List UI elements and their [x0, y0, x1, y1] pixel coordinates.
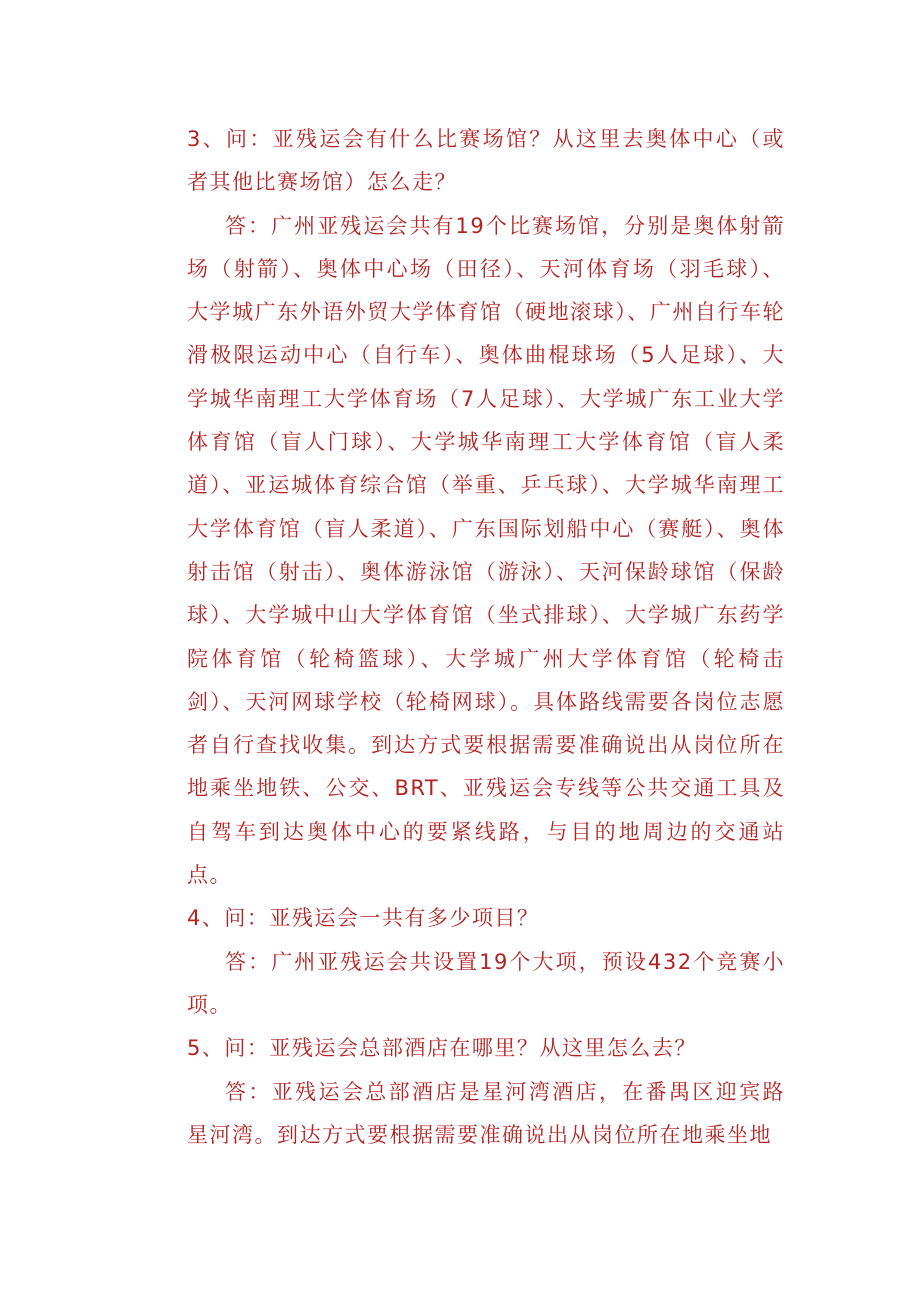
answer-4: 答：广州亚残运会共设置19个大项，预设432个竞赛小项。 — [187, 949, 785, 1017]
question-4: 4、问：亚残运会一共有多少项目？ — [187, 906, 540, 931]
document-body — [187, 118, 785, 1157]
question-3: 3、问：亚残运会有什么比赛场馆？从这里去奥体中心（或者其他比赛场馆）怎么走？ — [187, 127, 785, 195]
question-5: 5、问：亚残运会总部酒店在哪里？从这里怎么去？ — [187, 1036, 697, 1061]
answer-3: 答：广州亚残运会共有19个比赛场馆，分别是奥体射箭场（射箭）、奥体中心场（田径）、天河体育场（羽毛球）、大学城广东外语外贸大学体育馆（硬地滚球）、广州自行车轮滑极限运动中心（自行车）、奥体曲棍球场（5人足球）、大学城华南理工大学体育场（7人足球）、大学城广东工业大学体育馆（盲人门球）、大学城华南理工大学体育馆（盲人柔道）、亚运城体育综合馆（举重、乒乓球）、大学城华南理工大学体育馆（盲人柔道）、广东国际划船中心（赛艇）、奥体射击馆（射击）、奥体游泳馆（游泳）、天河保龄球馆（保龄球）、大学城中山大学体育馆（坐式排球）、大学城广东药学院体育馆（轮椅篮球）、大学城广州大学体育馆（轮椅击剑）、天河网球学校（轮椅网球）。具体路线需要各岗位志愿者自行查找收集。到达方式要根据需要准确说出从岗位所在地乘坐地铁、公交、BRT、亚残运会专线等公共交通工具及自驾车到达奥体中心的要紧线路，与目的地周边的交通站点。 — [187, 213, 785, 888]
answer-5: 答：亚残运会总部酒店是星河湾酒店，在番禺区迎宾路星河湾。到达方式要根据需要准确说出从岗位所在地乘坐地 — [187, 1079, 785, 1147]
